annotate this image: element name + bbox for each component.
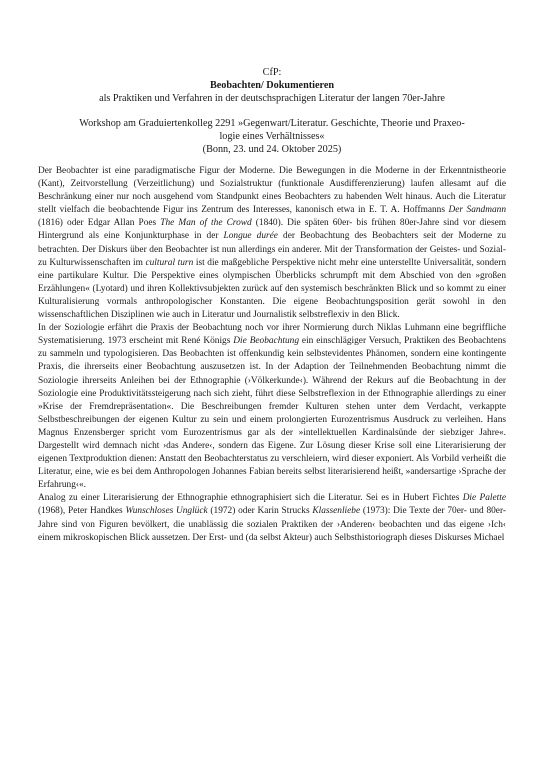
work-title: Die Beobachtung bbox=[233, 336, 299, 347]
paragraph-2 bbox=[38, 322, 506, 492]
body-text bbox=[38, 165, 506, 545]
paragraph-3 bbox=[38, 492, 506, 544]
emphasized-term: Longue durée bbox=[223, 231, 278, 242]
paragraph-1 bbox=[38, 165, 506, 322]
paragraph-text: der Beobachtung des Beobachters seit der Moderne zu betrachten. Der Diskurs über den Beobachter ist nun allerdings ein anderer. Mit der Transformation der Geistes- und Sozial- zu Kulturwissenschaften im bbox=[38, 231, 506, 268]
work-title: The Man of the Crowd bbox=[160, 218, 252, 229]
paragraph-text: Analog zu einer Literarisierung der Ethnographie ethnographisiert sich die Literatur. Sei es in Hubert Fichtes bbox=[38, 493, 463, 504]
work-title: Klassenliebe bbox=[312, 506, 361, 517]
document-subtitle: als Praktiken und Verfahren in der deutschsprachigen Literatur der langen 70er-Jahre bbox=[99, 93, 445, 104]
workshop-date: (Bonn, 23. und 24. Oktober 2025) bbox=[202, 144, 342, 155]
paragraph-text: (1972) oder Karin Strucks bbox=[207, 506, 313, 517]
work-title: Wunschloses Unglück bbox=[125, 506, 208, 517]
paragraph-text: ist die maßgebliche Perspektive nicht mehr eine unterstellte Universalität, sondern eine partikulare Kultur. Die Perspektive eines olympischen Überblicks schrumpft mit dem Abschied von den »großen Erzählungen« (Lyotard) und ihren Kollektivsubjekten zurück auf den systemisch beschränkten Blick und so kommt zu einer Kulturalisierung vormals anthropologischer Konstanten. Die eigene Beobachtungsposition gerät sowohl in den wissenschaftlichen Disziplinen wie auch in Literatur und Journalistik selbstreflexiv in den Blick. bbox=[38, 257, 507, 321]
paragraph-text: (1816) oder Edgar Allan Poes bbox=[38, 218, 161, 229]
paragraph-text: (1968), Peter Handkes bbox=[38, 506, 126, 517]
workshop-line-1: Workshop am Graduiertenkolleg 2291 »Gegenwart/Literatur. Geschichte, Theorie und Praxeo- bbox=[79, 118, 465, 129]
document-title: Beobachten/ Dokumentieren bbox=[209, 80, 335, 91]
work-title: Die Palette bbox=[462, 493, 506, 504]
emphasized-term: cultural turn bbox=[145, 257, 194, 268]
cfp-label: CfP: bbox=[262, 67, 282, 78]
paragraph-text: Der Beobachter ist eine paradigmatische Figur der Moderne. Die Bewegungen in die Moderne in der Erkenntnistheorie (Kant), Zeitvorstellung (Verzeitlichung) und Sozialstruktur (funktionale Ausdifferenzierung) laufen allesamt auf die Beschränkung einer nur noch ausgehend vom Standpunkt eines Beobachters zu habenden Welt hinaus. Auch die Literatur stellt vielfach die beobachtende Figur ins Zentrum des Interesses, kanonisch etwa in E. T. A. Hoffmanns bbox=[38, 166, 506, 216]
paragraph-text: (1973): Die Texte der 70er- und 80er-Jahre sind von Figuren bevölkert, die unablässig die sozialen Praktiken der ›Anderen‹ beobachten und das eigene ›Ich‹ einem mikroskopischen Blick aussetzen. Der Erst- und (da selbst Akteur) auch Selbsthistoriograph dieses Diskurses Michael bbox=[38, 506, 506, 543]
paragraph-text: (1840). Die späten 60er- bis frühen 80er-Jahre sind vor diesem Hintergrund als eine Konjunkturphase in der bbox=[38, 218, 506, 242]
paragraph-text: ein einschlägiger Versuch, Praktiken des Beobachtens zu sammeln und typologisieren. Das Beobachten ist offenkundig kein selbstevidentes Phänomen, sondern eine kontingente Praxis, die ihrerseits einer Beobachtung auszusetzen ist. In der Adaption der Teilnehmenden Beobachtung nimmt die Soziologie ihrerseits Anleihen bei der Ethnographie (›Völkerkunde‹). Während der Rekurs auf die Beobachtung in der Soziologie eine Produktivitätssteigerung nach sich zieht, führt diese Selbstreflexion in der Ethnographie allerdings zu einer »Krise der Fremdrepräsentation«. Die Beschreibungen fremder Kulturen stehen unter dem Verdacht, verkappte Selbstbeschreibungen der eigenen Kultur zu sein und einem prolongierten Eurozentrismus Ausdruck zu verleihen. Hans Magnus Enzensberger spricht vom Eurozentrismus gar als der »intellektuellen Kardinalsünde der siebziger Jahre«. Dargestellt wird demnach nicht ›das Andere‹, sondern das Eigene. Zur Lösung dieser Krise soll eine Literarisierung der eigenen Textproduktion dienen: Anstatt den Beobachterstatus zu verschleiern, wird dieser exponiert. Als Vorbild verheißt die Literatur, eine, wie es bei dem Anthropologen Johannes Fabian bereits selbst literarisierend heißt, »andersartige ›Sprache der Erfahrung‹«. bbox=[38, 336, 507, 491]
paragraph-text: In der Soziologie erfährt die Praxis der Beobachtung noch vor ihrer Normierung durch Niklas Luhmann eine begriffliche Systematisierung. 1973 erscheint mit René Königs bbox=[38, 323, 506, 347]
work-title: Der Sandmann bbox=[448, 205, 506, 216]
workshop-line-2: logie eines Verhältnisses« bbox=[219, 131, 325, 142]
